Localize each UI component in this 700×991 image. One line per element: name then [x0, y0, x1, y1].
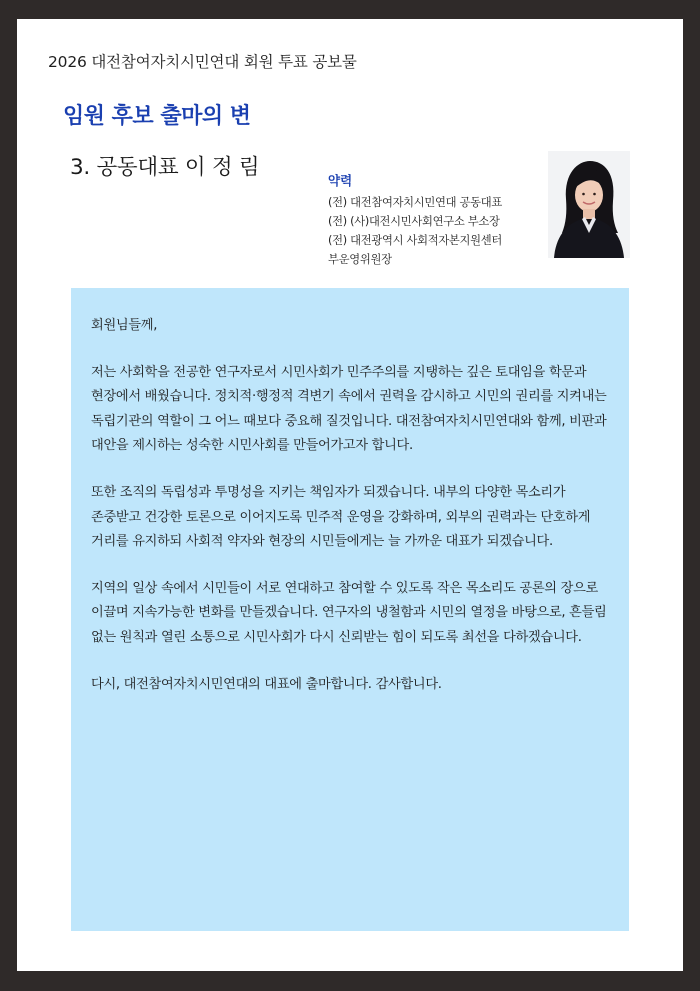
letter-paragraph: 또한 조직의 독립성과 투명성을 지키는 책임자가 되겠습니다. 내부의 다양한 목소리가 존중받고 건강한 토론으로 이어지도록 민주적 운영을 강화하며, 외부의 권력과는 단호하게 거리를 유지하되 사회적 약자와 현장의 시민들에게는 늘 가까운 대표가 되겠습니다.	[91, 484, 591, 550]
career-heading: 약력	[328, 173, 353, 188]
flyer-page	[17, 19, 683, 971]
letter-paragraph: 다시, 대전참여자치시민연대의 대표에 출마합니다. 감사합니다.	[91, 676, 442, 692]
career-item: 부운영위원장	[328, 253, 392, 266]
career-item: (전) (사)대전시민사회연구소 부소장	[328, 215, 500, 228]
letter-paragraph: 지역의 일상 속에서 시민들이 서로 연대하고 참여할 수 있도록 작은 목소리도 공론의 장으로 이끌며 지속가능한 변화를 만들겠습니다. 연구자의 냉철함과 시민의 열정을 바탕으로, 흔들림 없는 원칙과 열린 소통으로 시민사회가 다시 신뢰받는 힘이 되도록 최선을 다하겠습니다.	[91, 580, 607, 645]
career-block	[328, 171, 548, 269]
letter-greeting: 회원님들께,	[91, 318, 158, 333]
candidate-portrait-icon	[548, 151, 630, 258]
career-item: (전) 대전참여자치시민연대 공동대표	[328, 196, 502, 209]
candidate-name: 3. 공동대표 이 정 림	[70, 155, 260, 180]
letter-paragraph: 저는 사회학을 전공한 연구자로서 시민사회가 민주주의를 지탱하는 깊은 토대임을 학문과 현장에서 배웠습니다. 정치적·행정적 격변기 속에서 권력을 감시하고 시민의 권리를 지켜내는 독립기관의 역할이 그 어느 때보다 중요해 질것입니다. 대전참여자치시민연대와 함께, 비판과 대안을 제시하는 성숙한 시민사회를 만들어가고자 합니다.	[91, 364, 607, 454]
candidate-photo	[548, 151, 630, 258]
candidate-letter	[71, 288, 629, 931]
career-list	[328, 193, 548, 269]
section-title: 임원 후보 출마의 변	[63, 104, 251, 129]
career-item: (전) 대전광역시 사회적자본지원센터	[328, 234, 502, 247]
publication-title: 2026 대전참여자치시민연대 회원 투표 공보물	[48, 53, 357, 71]
